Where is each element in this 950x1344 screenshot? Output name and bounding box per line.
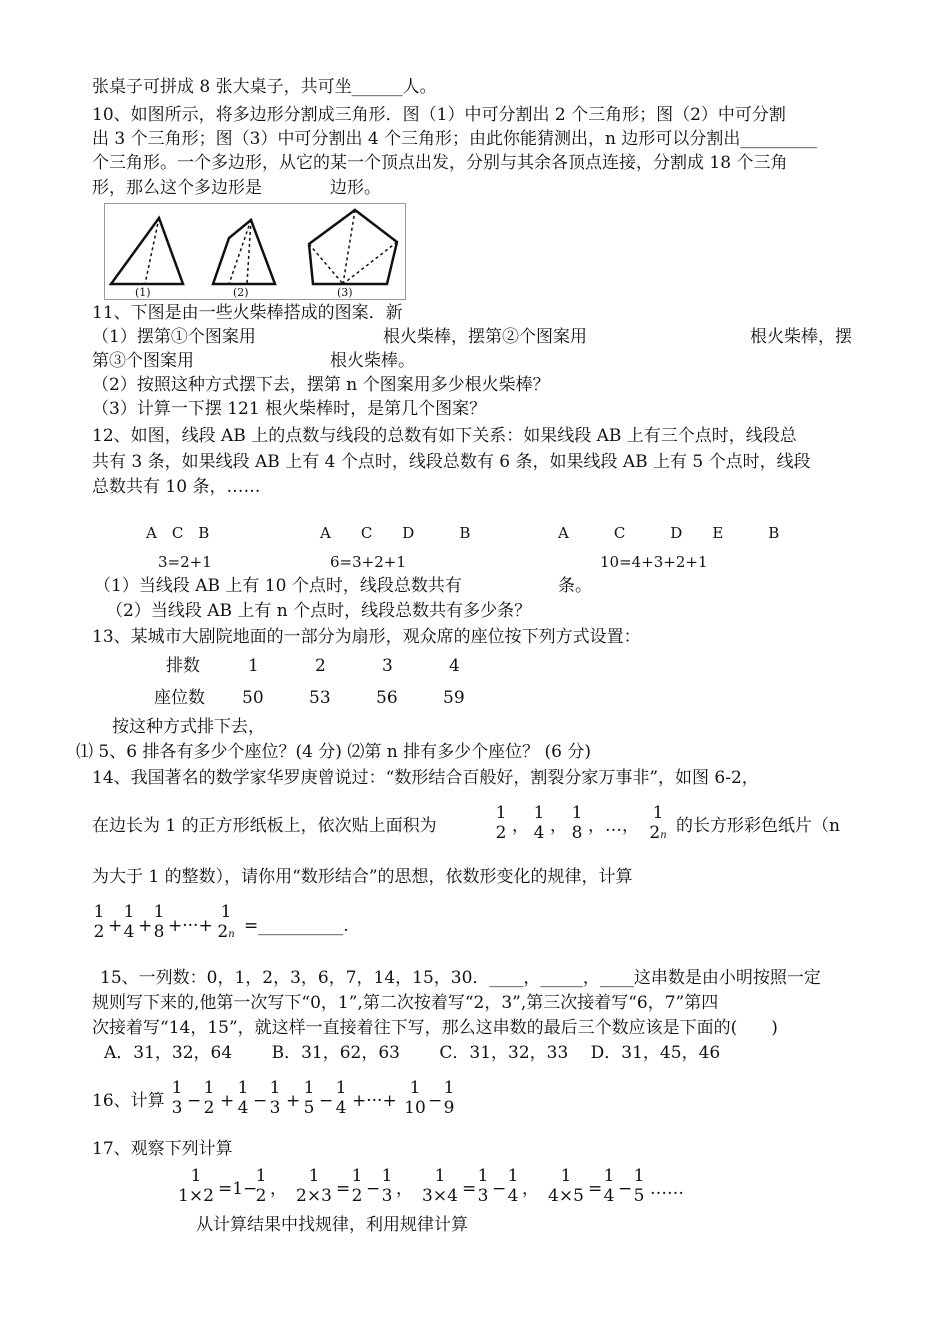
seat-row-value: 4: [449, 656, 460, 676]
figure-label: (3): [337, 286, 353, 299]
figure-label: (1): [135, 286, 151, 299]
answer-choices: A．31，32，64 B．31，62，63 C．31，32，33 D．31，45，46: [104, 1043, 721, 1063]
answer-blank: =__________.: [244, 916, 349, 936]
fraction: 1 10: [404, 1078, 426, 1118]
text-line: （3）计算一下摆 121 根火柴棒时，是第几个图案？: [92, 399, 487, 419]
seat-count-value: 59: [443, 688, 465, 708]
fraction: 1 4: [533, 803, 545, 843]
seat-count-value: 56: [376, 688, 398, 708]
problem-16: 16、计算: [92, 1091, 165, 1111]
text-line: 规则写下来的,他第一次写下“0，1”,第二次按着写“2，3”,第三次接着写“6，7”第四: [92, 993, 719, 1013]
problem-17: 17、观察下列计算: [92, 1139, 233, 1159]
text-line: 张桌子可拼成 8 张大桌子，共可坐______人。: [92, 77, 437, 97]
problem-12: 12、如图，线段 AB 上的点数与线段的总数有如下关系：如果线段 AB 上有三个点时，线段总: [92, 426, 797, 446]
text-line: 从计算结果中找规律，利用规律计算: [196, 1215, 468, 1235]
problem-15: 15、一列数：0，1，2，3，6，7，14，15，30．____，_____，____这串数是由小明按照一定: [100, 968, 821, 988]
seat-row-value: 2: [315, 656, 326, 676]
fraction: 1 2: [255, 1166, 267, 1206]
text-line: 次接着写“14，15”，就这样一直接着往下写，那么这串数的最后三个数应该是下面的( ): [92, 1018, 778, 1038]
problem-11: 11、下图是由一些火柴棒搭成的图案．新: [92, 303, 403, 323]
fraction: 1 5: [633, 1166, 645, 1206]
fraction: 1 4: [603, 1166, 615, 1206]
text-line: 在边长为 1 的正方形纸板上，依次贴上面积为: [92, 816, 437, 836]
problem-10: 10、如图所示，将多边形分割成三角形．图（1）中可分割出 2 个三角形；图（2）中可分割: [92, 105, 786, 125]
fraction: 1 2: [351, 1166, 363, 1206]
fraction: 1 3: [381, 1166, 393, 1206]
fraction: 1 8: [571, 803, 583, 843]
segment-formula: 10=4+3+2+1: [600, 553, 708, 571]
problem-14: 14、我国著名的数学家华罗庚曾说过：“数形结合百般好，割裂分家万事非”，如图 6-2，: [92, 768, 759, 788]
fraction: 1 2×3: [296, 1166, 332, 1206]
segment-formula: 6=3+2+1: [330, 553, 406, 571]
seat-count-value: 53: [309, 688, 331, 708]
text-line: 总数共有 10 条，……: [92, 477, 261, 497]
fraction: 1 2: [495, 803, 507, 843]
text-line: （1）摆第①个图案用: [92, 327, 256, 347]
fraction: 1 2: [203, 1078, 215, 1118]
fraction: 1 3: [171, 1078, 183, 1118]
fraction: 1 2n: [217, 902, 235, 942]
text-line: 共有 3 条，如果线段 AB 上有 4 个点时，线段总数有 6 条，如果线段 AB 上有 5 个点时，线段: [92, 452, 811, 472]
text-line: 个三角形。一个多边形，从它的某一个顶点出发，分别与其余各顶点连接，分割成 18 个三角: [92, 153, 788, 173]
fraction: 1 3: [269, 1078, 281, 1118]
text-line: 的长方形彩色纸片（n: [676, 816, 840, 836]
text-line: 第③个图案用: [92, 351, 194, 371]
fraction: 1 9: [443, 1078, 455, 1118]
text-line: （2）按照这种方式摆下去，摆第 n 个图案用多少根火柴棒？: [92, 375, 550, 395]
fraction: 1 3×4: [422, 1166, 458, 1206]
fraction: 1 5: [303, 1078, 315, 1118]
seat-row-label: 排数: [166, 656, 200, 676]
text-line: 为大于 1 的整数），请你用“数形结合”的思想，依数形变化的规律，计算: [92, 867, 633, 887]
segment-points: A C D B: [320, 524, 471, 542]
text-line: 按这种方式排下去，: [112, 717, 265, 737]
fraction: 1 4: [507, 1166, 519, 1206]
fraction: 1 4: [123, 902, 135, 942]
text-line: ⑴ 5、6 排各有多少个座位？(4 分) ⑵第 n 排有多少个座位？ (6 分): [76, 742, 591, 762]
fraction: 1 8: [153, 902, 165, 942]
seat-count-label: 座位数: [154, 688, 205, 708]
text-line: 根火柴棒，摆第②个图案用: [383, 327, 587, 347]
text-line: 根火柴棒，摆: [750, 327, 852, 347]
text-line: 条。: [558, 576, 592, 596]
text-line: （2）当线段 AB 上有 n 个点时，线段总数共有多少条？: [106, 601, 532, 621]
fraction: 1 1×2: [178, 1166, 214, 1206]
segment-formula: 3=2+1: [158, 553, 212, 571]
fraction: 1 4: [335, 1078, 347, 1118]
text-line: 形，那么这个多边形是 边形。: [92, 178, 381, 198]
fraction: 1 4×5: [548, 1166, 584, 1206]
segment-points: A C D E B: [558, 524, 780, 542]
fraction: 1 4: [237, 1078, 249, 1118]
text-line: 出 3 个三角形；图（3）中可分割出 4 个三角形；由此你能猜测出，n 边形可以分割出_________: [92, 129, 817, 149]
fraction: 1 2: [93, 902, 105, 942]
seat-row-value: 3: [382, 656, 393, 676]
polygon-figure: [104, 203, 406, 300]
fraction: 1 2n: [649, 803, 667, 843]
problem-13: 13、某城市大剧院地面的一部分为扇形，观众席的座位按下列方式设置：: [92, 627, 641, 647]
text-line: 根火柴棒。: [330, 351, 415, 371]
segment-points: A C B: [146, 524, 210, 542]
seat-row-value: 1: [248, 656, 259, 676]
fraction: 1 3: [477, 1166, 489, 1206]
text-line: （1）当线段 AB 上有 10 个点时，线段总数共有: [94, 576, 462, 596]
seat-count-value: 50: [242, 688, 264, 708]
figure-label: (2): [233, 286, 249, 299]
